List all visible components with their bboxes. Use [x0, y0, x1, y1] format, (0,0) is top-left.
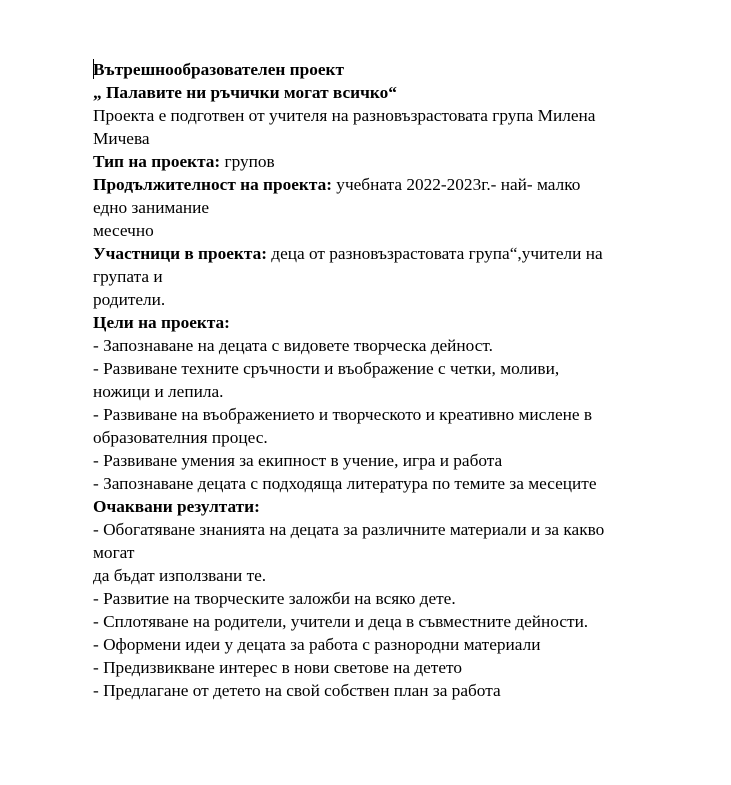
results-heading: Очаквани резултати: [93, 497, 260, 516]
goal-item: - Развиване техните сръчности и въображение с четки, моливи, [93, 359, 560, 378]
goal-item: образователния процес. [93, 428, 268, 447]
document-body[interactable] [93, 58, 693, 702]
project-name: „ Палавите ни ръчички могат всичко“ [93, 83, 397, 102]
result-item: да бъдат използвани те. [93, 566, 267, 585]
author-line: Мичева [93, 129, 150, 148]
project-participants: Участници в проекта: деца от разновъзрастовата група“,учители на [93, 244, 603, 263]
goal-item: - Развиване умения за екипност в учение, игра и работа [93, 451, 503, 470]
project-duration-continued: едно занимание [93, 198, 210, 217]
result-item: - Развитие на творческите заложби на всяко дете. [93, 589, 456, 608]
result-item: - Оформени идеи у децата за работа с разнородни материали [93, 635, 541, 654]
result-item: могат [93, 543, 135, 562]
result-item: - Обогатяване знанията на децата за различните материали и за какво [93, 520, 605, 539]
result-item: - Предизвикване интерес в нови светове на детето [93, 658, 462, 677]
project-participants-continued: родители. [93, 290, 166, 309]
goal-item: ножици и лепила. [93, 382, 224, 401]
goal-item: - Запознаване децата с подходяща литература по темите за месеците [93, 474, 597, 493]
project-duration-continued: месечно [93, 221, 154, 240]
result-item: - Сплотяване на родители, учители и деца в съвместните дейности. [93, 612, 589, 631]
result-item: - Предлагане от детето на свой собствен план за работа [93, 681, 501, 700]
project-participants-continued: групата и [93, 267, 163, 286]
project-title: Вътрешнообразователен проект [93, 60, 345, 79]
project-type: Тип на проекта: групов [93, 152, 275, 171]
goal-item: - Развиване на въображението и творческото и креативно мислене в [93, 405, 593, 424]
author-line: Проекта е подготвен от учителя на разновъзрастовата група Милена [93, 106, 596, 125]
goal-item: - Запознаване на децата с видовете творческа дейност. [93, 336, 493, 355]
goals-heading: Цели на проекта: [93, 313, 230, 332]
project-duration: Продължителност на проекта: учебната 2022-2023г.- най- малко [93, 175, 581, 194]
